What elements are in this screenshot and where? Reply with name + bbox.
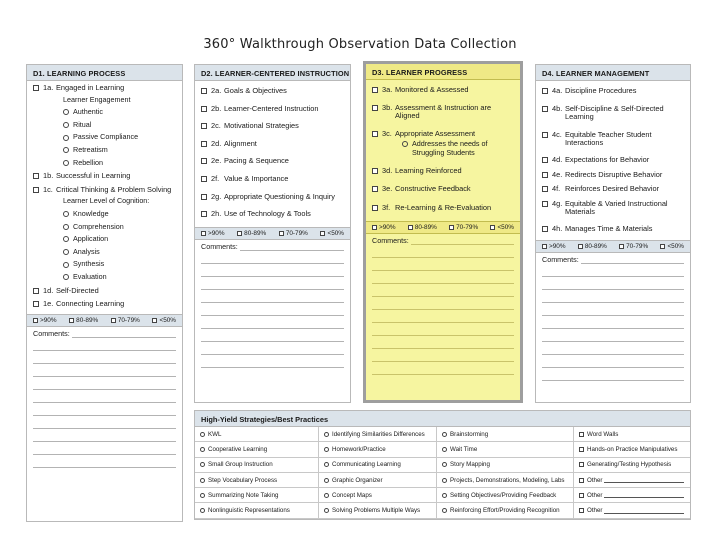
domain-header: D1. LEARNING PROCESS xyxy=(27,65,182,81)
checkbox[interactable] xyxy=(111,318,116,323)
checkbox[interactable] xyxy=(579,462,584,467)
engagement-label: Learner Engagement xyxy=(63,94,131,104)
checkbox[interactable] xyxy=(372,168,378,174)
radio-synthesis[interactable]: Synthesis xyxy=(63,260,176,269)
checkbox[interactable] xyxy=(542,201,548,207)
radio-circle-icon[interactable] xyxy=(324,462,329,467)
item-2b[interactable]: 2b. Learner-Centered Instruction xyxy=(201,105,344,114)
radio-circle-icon[interactable] xyxy=(63,274,69,280)
item-4f[interactable]: 4f. Reinforces Desired Behavior xyxy=(542,185,684,194)
checkbox[interactable] xyxy=(201,141,207,147)
strategy-label: Wait Time xyxy=(450,445,478,453)
strategy-option[interactable] xyxy=(574,473,690,488)
strategy-option[interactable] xyxy=(574,427,690,442)
checkbox[interactable] xyxy=(201,123,207,129)
checkbox[interactable] xyxy=(660,244,665,249)
checkbox[interactable] xyxy=(237,231,242,236)
strategy-label: Other xyxy=(587,476,603,484)
checkbox[interactable] xyxy=(579,493,584,498)
radio-authentic[interactable]: Authentic xyxy=(63,108,176,117)
domain-2-learner-centered-instruction xyxy=(194,64,351,403)
radio-circle-icon[interactable] xyxy=(63,211,69,217)
rating-option[interactable]: <50% xyxy=(320,230,344,237)
radio-circle-icon[interactable] xyxy=(200,432,205,437)
rating-option[interactable]: <50% xyxy=(152,317,176,324)
strategy-label: Communicating Learning xyxy=(332,461,401,469)
item-4c[interactable]: 4c. Equitable Teacher Student Interactions xyxy=(542,131,684,148)
rating-option[interactable]: <50% xyxy=(660,243,684,250)
item-2a[interactable]: 2a. Goals & Objectives xyxy=(201,87,344,96)
strategy-option[interactable] xyxy=(574,458,690,473)
strategy-label: Reinforcing Effort/Providing Recognition xyxy=(450,507,560,515)
radio-struggling-students[interactable]: Addresses the needs of Struggling Students xyxy=(402,140,514,157)
comments-label: Comments: xyxy=(542,254,579,264)
checkbox[interactable] xyxy=(201,211,207,217)
comments-area[interactable] xyxy=(366,234,520,375)
radio-circle-icon[interactable] xyxy=(324,447,329,452)
comments-area[interactable] xyxy=(536,253,690,381)
item-4b[interactable]: 4b. Self-Discipline & Self-Directed Learning xyxy=(542,105,684,122)
item-2h[interactable]: 2h. Use of Technology & Tools xyxy=(201,210,344,219)
checkbox[interactable] xyxy=(490,225,495,230)
checkbox[interactable] xyxy=(579,447,584,452)
radio-evaluation[interactable]: Evaluation xyxy=(63,273,176,282)
domain-3-learner-progress xyxy=(363,61,523,403)
checkbox[interactable] xyxy=(542,186,548,192)
radio-circle-icon[interactable] xyxy=(63,249,69,255)
high-yield-header: High-Yield Strategies/Best Practices xyxy=(195,411,690,427)
strategy-option[interactable] xyxy=(319,503,437,518)
comments-area[interactable] xyxy=(195,240,350,368)
item-1b[interactable]: 1b. Successful in Learning xyxy=(33,172,176,181)
strategy-option[interactable] xyxy=(319,488,437,503)
radio-circle-icon[interactable] xyxy=(63,135,69,141)
checkbox[interactable] xyxy=(201,194,207,200)
checkbox[interactable] xyxy=(579,478,584,483)
radio-application[interactable]: Application xyxy=(63,235,176,244)
item-1c[interactable]: 1c. Critical Thinking & Problem Solving xyxy=(33,186,176,195)
radio-knowledge[interactable]: Knowledge xyxy=(63,210,176,219)
strategy-label: Brainstorming xyxy=(450,430,489,438)
checkbox[interactable] xyxy=(408,225,413,230)
radio-circle-icon[interactable] xyxy=(324,432,329,437)
radio-circle-icon[interactable] xyxy=(442,447,447,452)
strategy-label: Story Mapping xyxy=(450,461,490,469)
rating-bar xyxy=(27,314,182,327)
radio-circle-icon[interactable] xyxy=(442,493,447,498)
strategy-option[interactable] xyxy=(437,442,574,457)
domain-header: D4. LEARNER MANAGEMENT xyxy=(536,65,690,81)
checkbox[interactable] xyxy=(33,85,39,91)
strategy-option[interactable] xyxy=(195,442,319,457)
radio-circle-icon[interactable] xyxy=(200,478,205,483)
strategy-label: Identifying Similarities Differences xyxy=(332,430,425,438)
strategy-option[interactable] xyxy=(437,427,574,442)
comments-area[interactable] xyxy=(27,327,182,468)
comments-label: Comments: xyxy=(201,241,238,251)
item-2d[interactable]: 2d. Alignment xyxy=(201,140,344,149)
item-4a[interactable]: 4a. Discipline Procedures xyxy=(542,87,684,96)
checkbox[interactable] xyxy=(372,131,378,137)
item-2c[interactable]: 2c. Motivational Strategies xyxy=(201,122,344,131)
radio-circle-icon[interactable] xyxy=(63,236,69,242)
checkbox[interactable] xyxy=(372,105,378,111)
item-4g[interactable]: 4g. Equitable & Varied Instructional Materials xyxy=(542,200,684,217)
strategy-label: Summarizing Note Taking xyxy=(208,491,279,499)
item-4d[interactable]: 4d. Expectations for Behavior xyxy=(542,156,684,165)
radio-comprehension[interactable]: Comprehension xyxy=(63,223,176,232)
strategy-option[interactable] xyxy=(195,473,319,488)
radio-circle-icon[interactable] xyxy=(63,262,69,268)
radio-circle-icon[interactable] xyxy=(63,224,69,230)
other-fill-line[interactable] xyxy=(604,508,684,514)
checkbox[interactable] xyxy=(201,231,206,236)
item-3e[interactable]: 3e. Constructive Feedback xyxy=(372,185,514,194)
radio-circle-icon[interactable] xyxy=(200,493,205,498)
radio-rebellion[interactable]: Rebellion xyxy=(63,159,176,168)
checkbox[interactable] xyxy=(69,318,74,323)
radio-passive-compliance[interactable]: Passive Compliance xyxy=(63,133,176,142)
checkbox[interactable] xyxy=(201,88,207,94)
domain-header: D3. LEARNER PROGRESS xyxy=(366,64,520,80)
item-3c[interactable]: 3c. Appropriate Assessment xyxy=(372,130,514,139)
radio-circle-icon[interactable] xyxy=(63,109,69,115)
checkbox[interactable] xyxy=(320,231,325,236)
checkbox[interactable] xyxy=(201,176,207,182)
checkbox[interactable] xyxy=(33,187,39,193)
strategy-label: Other xyxy=(587,507,603,515)
rating-bar xyxy=(195,227,350,240)
strategy-option[interactable] xyxy=(319,427,437,442)
item-3d[interactable]: 3d. Learning Reinforced xyxy=(372,167,514,176)
checkbox[interactable] xyxy=(542,106,548,112)
item-1e[interactable]: 1e. Connecting Learning xyxy=(33,300,176,309)
rating-option[interactable]: 70-79% xyxy=(449,224,478,231)
strategy-label: Setting Objectives/Providing Feedback xyxy=(450,491,557,499)
strategy-option[interactable] xyxy=(437,503,574,518)
checkbox[interactable] xyxy=(33,288,39,294)
strategy-label: Other xyxy=(587,491,603,499)
checkbox[interactable] xyxy=(542,244,547,249)
item-2e[interactable]: 2e. Pacing & Sequence xyxy=(201,157,344,166)
strategy-label: Solving Problems Multiple Ways xyxy=(332,507,421,515)
checkbox[interactable] xyxy=(152,318,157,323)
strategy-option[interactable] xyxy=(437,488,574,503)
checkbox[interactable] xyxy=(619,244,624,249)
radio-circle-icon[interactable] xyxy=(442,462,447,467)
strategy-option[interactable] xyxy=(437,458,574,473)
strategy-label: Small Group Instruction xyxy=(208,461,273,469)
radio-circle-icon[interactable] xyxy=(200,447,205,452)
item-3b[interactable]: 3b. Assessment & Instruction are Aligned xyxy=(372,104,514,121)
strategy-label: Hands-on Practice Manipulatives xyxy=(587,445,678,453)
rating-option[interactable]: >90% xyxy=(201,230,225,237)
radio-circle-icon[interactable] xyxy=(63,122,69,128)
rating-option[interactable]: 80-89% xyxy=(408,224,437,231)
checkbox[interactable] xyxy=(372,205,378,211)
strategy-option[interactable] xyxy=(195,488,319,503)
rating-bar xyxy=(366,221,520,234)
strategy-label: Step Vocabulary Process xyxy=(208,476,278,484)
rating-option[interactable]: >90% xyxy=(33,317,57,324)
domain-4-learner-management xyxy=(535,64,691,403)
item-4e[interactable]: 4e. Redirects Disruptive Behavior xyxy=(542,171,684,180)
item-1d[interactable]: 1d. Self-Directed xyxy=(33,287,176,296)
high-yield-strategies xyxy=(194,410,691,520)
strategy-label: Cooperative Learning xyxy=(208,445,268,453)
radio-circle-icon[interactable] xyxy=(324,478,329,483)
radio-circle-icon[interactable] xyxy=(63,160,69,166)
checkbox[interactable] xyxy=(579,432,584,437)
strategy-label: Word Walls xyxy=(587,430,619,438)
checkbox[interactable] xyxy=(201,158,207,164)
rating-option[interactable]: 80-89% xyxy=(237,230,266,237)
item-1a[interactable]: 1a. Engaged in Learning xyxy=(33,84,176,93)
rating-option[interactable]: <50% xyxy=(490,224,514,231)
radio-circle-icon[interactable] xyxy=(402,141,408,147)
radio-circle-icon[interactable] xyxy=(63,147,69,153)
checkbox[interactable] xyxy=(579,508,584,513)
checkbox[interactable] xyxy=(33,173,39,179)
item-3f[interactable]: 3f. Re-Learning & Re-Evaluation xyxy=(372,204,514,213)
checkbox[interactable] xyxy=(578,244,583,249)
item-2f[interactable]: 2f. Value & Importance xyxy=(201,175,344,184)
rating-option[interactable]: 70-79% xyxy=(279,230,308,237)
checkbox[interactable] xyxy=(279,231,284,236)
radio-circle-icon[interactable] xyxy=(442,478,447,483)
item-3a[interactable]: 3a. Monitored & Assessed xyxy=(372,86,514,95)
rating-option[interactable]: >90% xyxy=(372,224,396,231)
rating-option[interactable]: 70-79% xyxy=(619,243,648,250)
radio-circle-icon[interactable] xyxy=(200,462,205,467)
strategy-label: Generating/Testing Hypothesis xyxy=(587,461,672,469)
radio-circle-icon[interactable] xyxy=(200,508,205,513)
checkbox[interactable] xyxy=(542,226,548,232)
checkbox[interactable] xyxy=(449,225,454,230)
checkbox[interactable] xyxy=(33,318,38,323)
checkbox[interactable] xyxy=(542,132,548,138)
radio-circle-icon[interactable] xyxy=(442,432,447,437)
strategy-option[interactable] xyxy=(574,442,690,457)
radio-retreatism[interactable]: Retreatism xyxy=(63,146,176,155)
strategy-option[interactable] xyxy=(574,503,690,518)
item-2g[interactable]: 2g. Appropriate Questioning & Inquiry xyxy=(201,193,344,202)
strategy-label: Nonlinguistic Representations xyxy=(208,507,290,515)
strategy-grid xyxy=(195,427,690,519)
radio-circle-icon[interactable] xyxy=(324,508,329,513)
strategy-option[interactable] xyxy=(319,442,437,457)
domain-header: D2. LEARNER-CENTERED INSTRUCTION xyxy=(195,65,350,81)
comments-label: Comments: xyxy=(33,328,70,338)
rating-bar xyxy=(536,240,690,253)
radio-circle-icon[interactable] xyxy=(442,508,447,513)
checkbox[interactable] xyxy=(372,186,378,192)
strategy-option[interactable] xyxy=(437,473,574,488)
other-fill-line[interactable] xyxy=(604,492,684,498)
radio-analysis[interactable]: Analysis xyxy=(63,248,176,257)
rating-option[interactable]: 80-89% xyxy=(69,317,98,324)
checkbox[interactable] xyxy=(372,225,377,230)
strategy-option[interactable] xyxy=(195,503,319,518)
checkbox[interactable] xyxy=(542,157,548,163)
item-4h[interactable]: 4h. Manages Time & Materials xyxy=(542,225,684,234)
strategy-label: Graphic Organizer xyxy=(332,476,383,484)
strategy-option[interactable] xyxy=(195,427,319,442)
checkbox[interactable] xyxy=(372,87,378,93)
rating-option[interactable]: >90% xyxy=(542,243,566,250)
domain-1-learning-process xyxy=(26,64,183,522)
radio-circle-icon[interactable] xyxy=(324,493,329,498)
radio-ritual[interactable]: Ritual xyxy=(63,121,176,130)
strategy-label: Homework/Practice xyxy=(332,445,386,453)
rating-option[interactable]: 80-89% xyxy=(578,243,607,250)
checkbox[interactable] xyxy=(33,301,39,307)
strategy-label: KWL xyxy=(208,430,222,438)
page-title: 360° Walkthrough Observation Data Collection xyxy=(203,37,517,52)
strategy-option[interactable] xyxy=(574,488,690,503)
strategy-option[interactable] xyxy=(195,458,319,473)
cognition-label: Learner Level of Cognition: xyxy=(63,196,150,206)
checkbox[interactable] xyxy=(542,172,548,178)
strategy-label: Concept Maps xyxy=(332,491,372,499)
strategy-label: Projects, Demonstrations, Modeling, Labs xyxy=(450,476,565,484)
strategy-option[interactable] xyxy=(319,473,437,488)
comments-label: Comments: xyxy=(372,236,409,246)
checkbox[interactable] xyxy=(201,106,207,112)
other-fill-line[interactable] xyxy=(604,477,684,483)
checkbox[interactable] xyxy=(542,88,548,94)
rating-option[interactable]: 70-79% xyxy=(111,317,140,324)
strategy-option[interactable] xyxy=(319,458,437,473)
